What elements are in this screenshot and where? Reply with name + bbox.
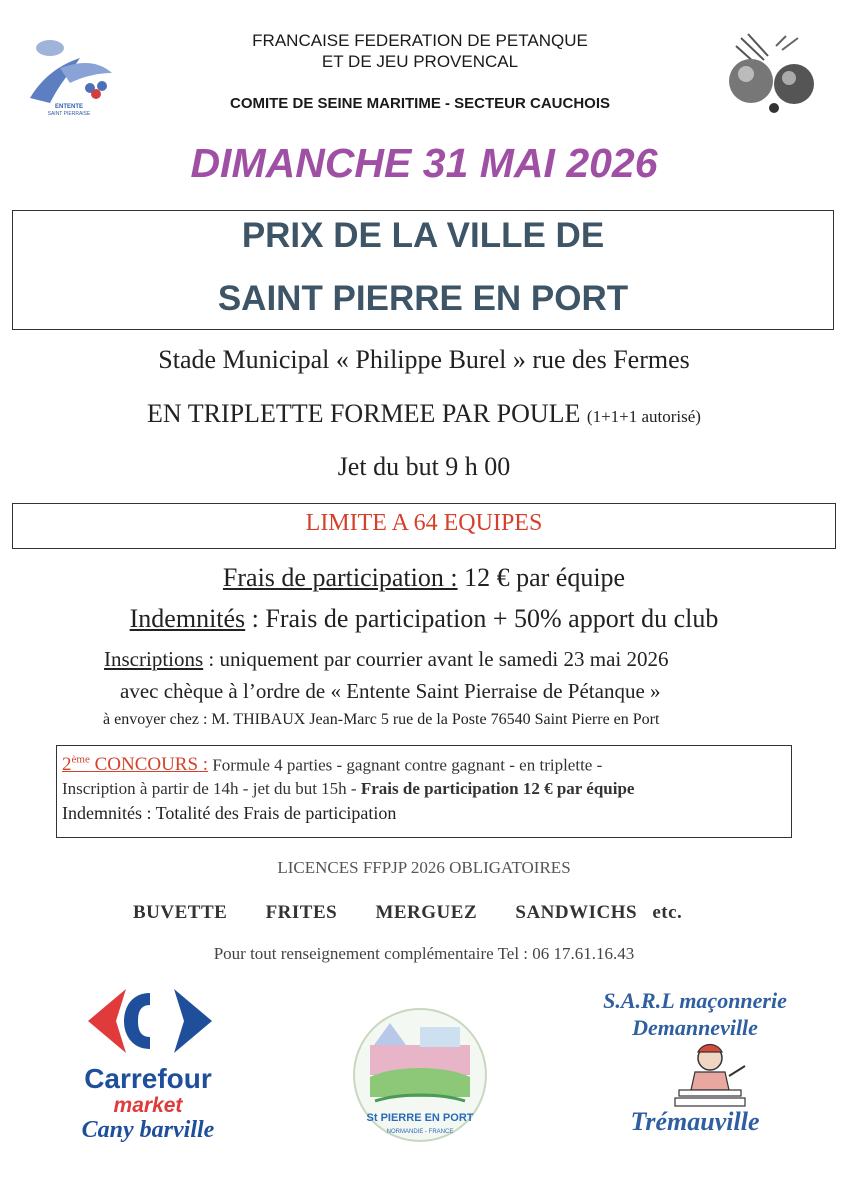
- format: EN TRIPLETTE FORMEE PAR POULE: [147, 399, 581, 428]
- federation-line-2: ET DE JEU PROVENCAL: [321, 52, 519, 71]
- saint-pierre-logo: [350, 1005, 490, 1145]
- concours2-fees: Frais de participation 12 € par équipe: [360, 779, 635, 798]
- inscriptions-label: Inscriptions: [104, 647, 204, 671]
- carrefour-location: Cany barville: [81, 1117, 215, 1143]
- carrefour-market: market: [113, 1094, 183, 1117]
- format-note: (1+1+1 autorisé): [586, 407, 701, 426]
- indemnites-label: Indemnités: [129, 604, 246, 633]
- concours2-line-2: [62, 779, 634, 799]
- concours2-label: CONCOURS :: [89, 754, 209, 776]
- contact-info: Pour tout renseignement complémentaire Tel : 06 17.61.16.43: [213, 944, 635, 963]
- sarl-location: Trémauville: [630, 1107, 760, 1136]
- send-address: à envoyer chez : M. THIBAUX Jean-Marc 5 rue de la Poste 76540 Saint Pierre en Port: [103, 711, 660, 728]
- inscriptions-line: [104, 647, 669, 672]
- title-line-1: PRIX DE LA VILLE DE: [241, 216, 605, 255]
- buvette-item: FRITES: [265, 902, 338, 923]
- buvette-item: MERGUEZ: [375, 902, 478, 923]
- buvette-item: BUVETTE: [133, 902, 228, 923]
- indemnites-line: [0, 604, 848, 634]
- buvette-etc: etc.: [652, 902, 683, 923]
- concours2-title: [62, 754, 208, 775]
- carrefour-name: Carrefour: [84, 1063, 212, 1094]
- concours2-inscription: Inscription à partir de 14h - jet du but 15h -: [62, 779, 361, 798]
- cheque-line: avec chèque à l’ordre de « Entente Saint Pierraise de Pétanque »: [120, 679, 661, 703]
- svg-text:ENTENTE: ENTENTE: [54, 104, 84, 110]
- svg-text:SAINT PIERRAISE: SAINT PIERRAISE: [47, 111, 91, 116]
- format-line: [0, 399, 848, 429]
- concours2-sup: ème: [71, 754, 90, 766]
- federation-line-1: FRANCAISE FEDERATION DE PETANQUE: [252, 31, 588, 50]
- indemnites-value: : Frais de participation + 50% apport du club: [245, 604, 719, 633]
- sarl-line-2: Demanneville: [632, 1015, 758, 1040]
- buvette-item: SANDWICHS: [515, 902, 638, 923]
- frais-value: 12 € par équipe: [457, 563, 626, 592]
- title-line-2: SAINT PIERRE EN PORT: [217, 279, 629, 318]
- stpierre-subtext: NORMANDIE - FRANCE: [386, 1129, 454, 1135]
- concours2-formula: Formule 4 parties - gagnant contre gagnant - en triplette -: [208, 755, 603, 775]
- concours2-num: 2: [62, 754, 72, 776]
- petanque-balls-icon: [716, 26, 820, 118]
- team-limit: LIMITE A 64 EQUIPES: [305, 510, 543, 536]
- comite-header: COMITE DE SEINE MARITIME - SECTEUR CAUCHOIS: [229, 95, 611, 112]
- licences-notice: LICENCES FFPJP 2026 OBLIGATOIRES: [277, 858, 571, 877]
- sarl-line-1: S.A.R.L maçonnerie: [603, 988, 787, 1013]
- frais-line: [0, 563, 848, 593]
- federation-header: [150, 30, 690, 72]
- concours2-line-3: Indemnités : Totalité des Frais de participation: [62, 803, 397, 823]
- mason-icon: [665, 1040, 755, 1110]
- event-date: DIMANCHE 31 MAI 2026: [190, 140, 658, 186]
- frais-label: Frais de participation :: [222, 563, 458, 592]
- venue: Stade Municipal « Philippe Burel » rue des Fermes: [158, 345, 690, 374]
- jet-du-but: Jet du but 9 h 00: [337, 452, 511, 481]
- carrefour-logo-icon: [80, 985, 220, 1057]
- entente-logo: [20, 28, 118, 116]
- buvette-line: [133, 902, 682, 924]
- inscriptions-value: : uniquement par courrier avant le samedi 23 mai 2026: [203, 647, 669, 671]
- concours2-line-1: [62, 754, 602, 776]
- stpierre-text: St PIERRE EN PORT: [366, 1112, 474, 1124]
